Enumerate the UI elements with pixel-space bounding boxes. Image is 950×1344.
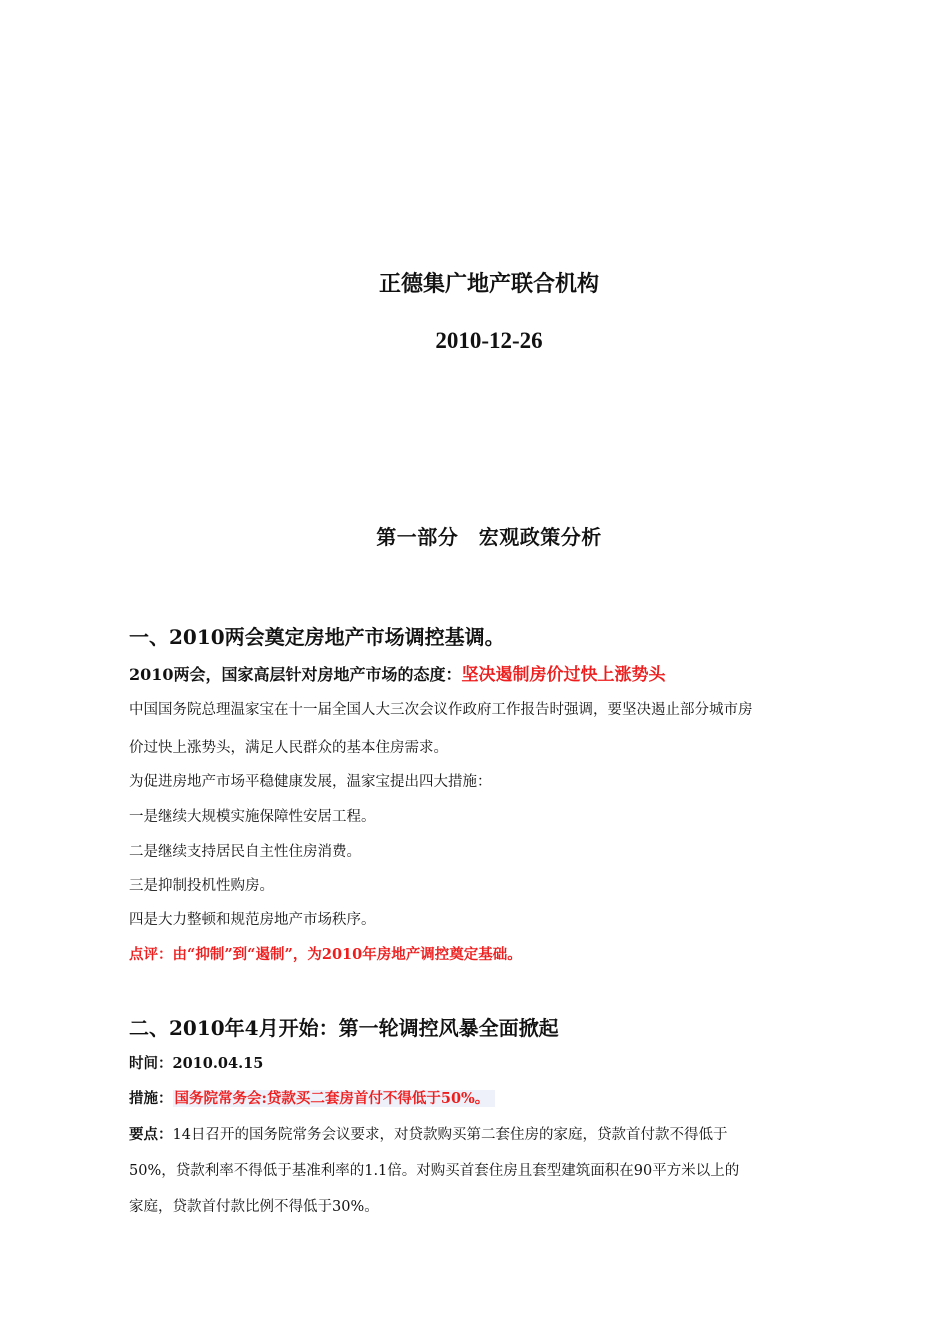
section1-measure-item: 四是大力整顿和规范房地产市场秩序。: [129, 912, 376, 928]
section1-lead-highlight: 坚决遏制房价过快上涨势头: [461, 665, 666, 685]
organization-title: 正德集广地产联合机构: [378, 271, 599, 297]
section2-key-line: 家庭，贷款首付款比例不得低于30%。: [129, 1199, 379, 1215]
section2-key-line: 50%，贷款利率不得低于基准利率的1.1倍。对购买首套住房且套型建筑面积在90平方米以上的: [129, 1163, 740, 1179]
section1-heading: 一、2010两会奠定房地产市场调控基调。: [129, 625, 505, 649]
section1-paragraph-line: 价过快上涨势头，满足人民群众的基本住房需求。: [129, 740, 448, 756]
section2-heading: 二、2010年4月开始：第一轮调控风暴全面掀起: [129, 1016, 559, 1040]
time-value: 2010.04.15: [172, 1055, 264, 1072]
key-label: 要点：: [129, 1126, 173, 1143]
section1-measure-item: 二是继续支持居民自主性住房消费。: [129, 844, 361, 860]
section1-measures-intro: 为促进房地产市场平稳健康发展，温家宝提出四大措施：: [129, 774, 492, 790]
section2-key-line: [129, 1123, 727, 1144]
section1-paragraph-line: 中国国务院总理温家宝在十一届全国人大三次会议作政府工作报告时强调，要坚决遏止部分城市房: [129, 702, 753, 718]
section1-measure-item: 一是继续大规模实施保障性安居工程。: [129, 809, 376, 825]
measure-label: 措施：: [129, 1090, 173, 1107]
part-title: 第一部分 宏观政策分析: [376, 525, 602, 549]
section1-lead-prefix: 2010两会，国家高层针对房地产市场的态度：: [129, 665, 462, 684]
time-label: 时间：: [129, 1055, 173, 1072]
section1-measure-item: 三是抑制投机性购房。: [129, 878, 274, 894]
document-date: 2010-12-26: [435, 328, 543, 353]
section1-lead: [129, 660, 666, 685]
section1-comment: 点评：由“抑制”到“遏制”，为2010年房地产调控奠定基础。: [129, 946, 522, 963]
key-text: 14日召开的国务院常务会议要求，对贷款购买第二套住房的家庭，贷款首付款不得低于: [172, 1127, 728, 1143]
measure-value: 国务院常务会:贷款买二套房首付不得低于50%。: [173, 1090, 496, 1107]
section2-time: [129, 1052, 263, 1073]
section2-measure: [129, 1087, 495, 1108]
